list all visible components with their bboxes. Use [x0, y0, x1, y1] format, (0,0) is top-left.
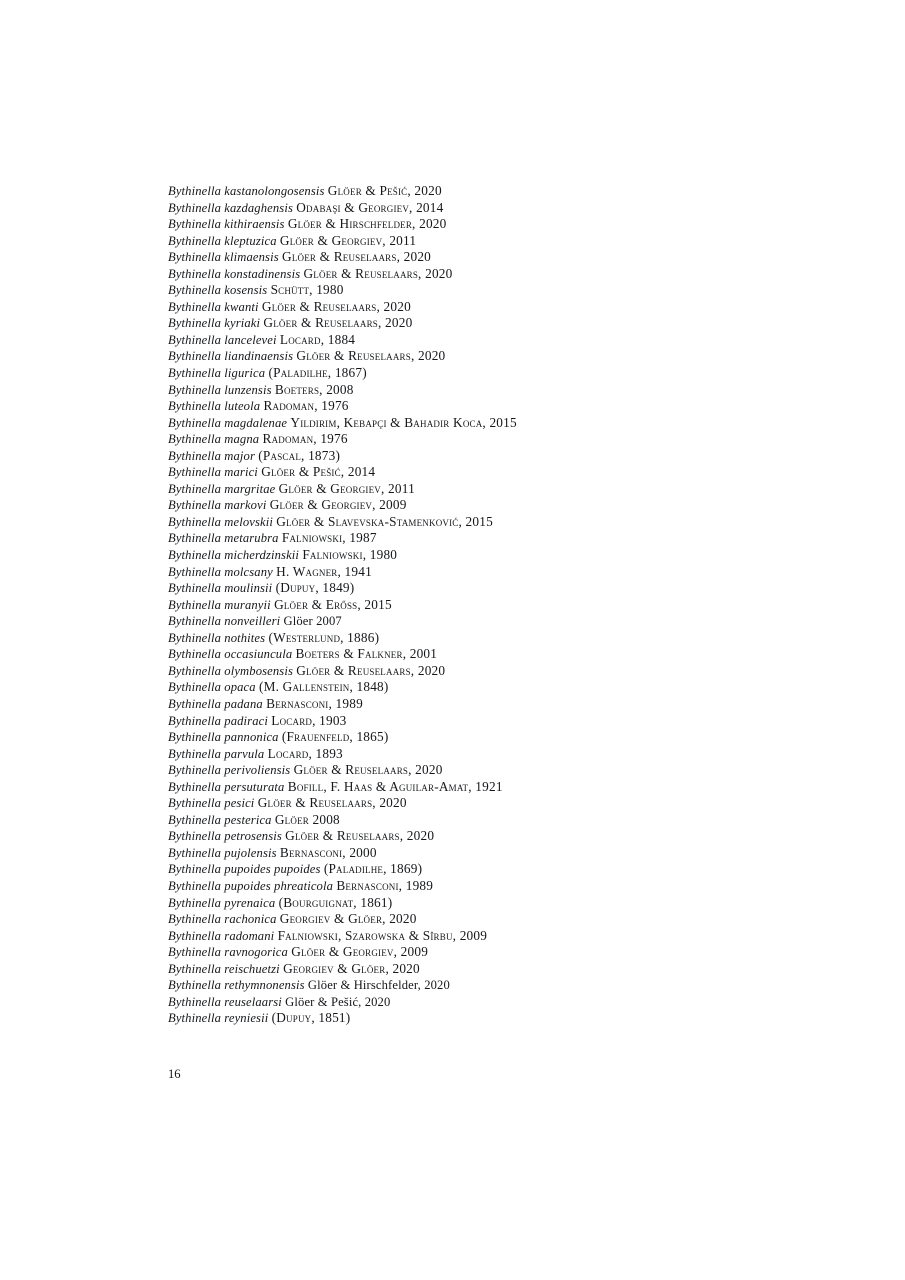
species-authority: Glöer & Georgiev, 2011 — [279, 232, 417, 248]
species-name: Bythinella parvula — [168, 746, 265, 761]
species-authority: (Paladilhe, 1867) — [268, 365, 367, 381]
species-name: Bythinella konstadinensis — [168, 266, 301, 281]
species-name: Bythinella moulinsii — [168, 581, 273, 596]
species-name: Bythinella reyniesii — [168, 1011, 269, 1026]
species-name: Bythinella margritae — [168, 481, 276, 496]
species-authority: Bofill, F. Haas & Aguilar-Amat, 1921 — [287, 778, 503, 794]
species-entry — [168, 382, 828, 399]
species-authority: H. Wagner, 1941 — [276, 563, 372, 579]
species-name: Bythinella micherdzinskii — [168, 548, 300, 563]
species-authority: (Westerlund, 1886) — [268, 629, 380, 645]
species-entry — [168, 233, 828, 250]
species-authority: Glöer & Georgiev, 2011 — [278, 480, 415, 496]
species-entry — [168, 928, 828, 945]
species-entry — [168, 828, 828, 845]
species-entry — [168, 1010, 828, 1027]
species-entry — [168, 729, 828, 746]
species-authority: Glöer & Reuselaars, 2020 — [303, 265, 453, 281]
species-authority: (Dupuy, 1851) — [271, 1010, 351, 1026]
species-name: Bythinella kithiraensis — [168, 217, 285, 232]
species-authority: Locard, 1903 — [271, 712, 347, 728]
species-authority: Glöer & Georgiev, 2009 — [269, 497, 407, 513]
species-name: Bythinella pannonica — [168, 730, 279, 745]
species-name: Bythinella pesici — [168, 796, 255, 811]
species-name: Bythinella melovskii — [168, 514, 273, 529]
species-name: Bythinella kwanti — [168, 299, 259, 314]
species-authority: Glöer & Reuselaars, 2020 — [261, 298, 411, 314]
species-authority: Glöer & Reuselaars, 2020 — [285, 828, 435, 844]
species-name: Bythinella pujolensis — [168, 845, 277, 860]
species-name: Bythinella kleptuzica — [168, 233, 277, 248]
species-authority: Glöer & Reuselaars, 2020 — [296, 662, 446, 678]
species-entry — [168, 795, 828, 812]
species-authority: Glöer 2008 — [274, 811, 340, 827]
species-authority: Glöer & Hirschfelder, 2020 — [287, 216, 447, 232]
species-entry — [168, 266, 828, 283]
species-name: Bythinella pyrenaica — [168, 895, 276, 910]
species-name: Bythinella radomani — [168, 928, 275, 943]
species-name: Bythinella pupoides pupoides — [168, 862, 321, 877]
species-entry — [168, 630, 828, 647]
species-authority: (Dupuy, 1849) — [275, 580, 355, 596]
species-entry — [168, 977, 828, 994]
species-name: Bythinella nonveilleri — [168, 614, 281, 629]
species-authority: Locard, 1893 — [267, 745, 343, 761]
species-name: Bythinella opaca — [168, 680, 256, 695]
species-entry — [168, 200, 828, 217]
species-name: Bythinella perivoliensis — [168, 763, 291, 778]
species-authority: Glöer & Pešić, 2020 — [327, 183, 442, 198]
species-name: Bythinella marici — [168, 465, 258, 480]
species-name: Bythinella markovi — [168, 498, 267, 513]
species-authority: Bernasconi, 1989 — [336, 877, 434, 893]
species-name: Bythinella reischuetzi — [168, 961, 280, 976]
species-authority: Schütt, 1980 — [270, 282, 344, 298]
species-authority: Glöer & Reuselaars, 2020 — [293, 762, 443, 778]
species-authority: (M. Gallenstein, 1848) — [258, 679, 389, 695]
species-authority: Yildirim, Kebapçı & Bahadir Koca, 2015 — [290, 414, 517, 430]
species-authority: Falniowski, 1987 — [281, 530, 377, 546]
species-entry — [168, 497, 828, 514]
species-name: Bythinella pupoides phreaticola — [168, 878, 334, 893]
species-entry — [168, 911, 828, 928]
species-entry — [168, 282, 828, 299]
species-name: Bythinella ravnogorica — [168, 945, 288, 960]
species-authority: Georgiev & Glöer, 2020 — [283, 960, 420, 976]
species-name: Bythinella metarubra — [168, 531, 279, 546]
species-authority: Radoman, 1976 — [262, 431, 348, 447]
species-authority: Glöer & Reuselaars, 2020 — [296, 348, 446, 364]
species-entry — [168, 415, 828, 432]
species-name: Bythinella lunzensis — [168, 382, 272, 397]
species-entry — [168, 564, 828, 581]
species-authority: Locard, 1884 — [279, 331, 356, 347]
species-authority: Glöer & Slavevska-Stamenković, 2015 — [276, 513, 493, 529]
species-authority: Glöer & Georgiev, 2009 — [291, 944, 429, 960]
species-entry — [168, 183, 828, 200]
species-entry — [168, 878, 828, 895]
species-entry — [168, 514, 828, 531]
species-name: Bythinella ligurica — [168, 366, 266, 381]
species-name: Bythinella rethymnonensis — [168, 978, 305, 993]
species-name: Bythinella petrosensis — [168, 829, 282, 844]
species-name: Bythinella muranyii — [168, 597, 271, 612]
species-name: Bythinella olymbosensis — [168, 663, 293, 678]
species-entry — [168, 861, 828, 878]
species-name: Bythinella magdalenae — [168, 415, 288, 430]
species-entry — [168, 547, 828, 564]
species-authority: Glöer & Pešić, 2020 — [285, 994, 391, 1009]
species-name: Bythinella nothites — [168, 630, 266, 645]
species-entry — [168, 961, 828, 978]
species-authority: Bernasconi, 1989 — [266, 695, 363, 711]
species-name: Bythinella padana — [168, 696, 263, 711]
species-entry — [168, 530, 828, 547]
species-authority: Glöer & Hirschfelder, 2020 — [307, 978, 450, 993]
species-authority: Boeters, 2008 — [274, 381, 354, 397]
species-authority: (Frauenfeld, 1865) — [281, 729, 389, 745]
species-entry — [168, 779, 828, 796]
species-authority: (Bourguignat, 1861) — [278, 894, 393, 910]
species-entry — [168, 299, 828, 316]
species-authority: Glöer & Erőss, 2015 — [274, 596, 392, 612]
species-authority: (Pascal, 1873) — [258, 447, 341, 463]
species-name: Bythinella magna — [168, 432, 260, 447]
species-entry — [168, 464, 828, 481]
species-entry — [168, 580, 828, 597]
species-authority: Falniowski, 1980 — [302, 547, 398, 563]
species-authority: Georgiev & Glöer, 2020 — [279, 911, 417, 927]
species-entry — [168, 746, 828, 763]
species-entry — [168, 812, 828, 829]
species-entry — [168, 696, 828, 713]
species-entry — [168, 994, 828, 1011]
species-entry — [168, 216, 828, 233]
species-entry — [168, 398, 828, 415]
species-authority: Glöer 2007 — [283, 614, 342, 629]
species-authority: Falniowski, Szarowska & Sîrbu, 2009 — [277, 927, 488, 943]
species-entry — [168, 679, 828, 696]
species-entry — [168, 315, 828, 332]
species-name: Bythinella kosensis — [168, 283, 268, 298]
species-entry — [168, 845, 828, 862]
species-entry — [168, 646, 828, 663]
species-name: Bythinella pesterica — [168, 812, 272, 827]
species-name: Bythinella occasiuncula — [168, 647, 293, 662]
species-entry — [168, 348, 828, 365]
species-entry — [168, 895, 828, 912]
species-name: Bythinella kyriaki — [168, 316, 261, 331]
species-entry — [168, 944, 828, 961]
species-entry — [168, 332, 828, 349]
species-name: Bythinella luteola — [168, 399, 261, 414]
species-name: Bythinella reuselaarsi — [168, 994, 282, 1009]
species-entry — [168, 431, 828, 448]
species-authority: Glöer & Pešić, 2014 — [261, 464, 376, 480]
species-entry — [168, 613, 828, 630]
species-name: Bythinella major — [168, 448, 256, 463]
species-entry — [168, 249, 828, 266]
page-number: 16 — [168, 1067, 181, 1081]
species-authority: Glöer & Reuselaars, 2020 — [263, 315, 413, 331]
species-name: Bythinella liandinaensis — [168, 349, 294, 364]
species-name: Bythinella molcsany — [168, 564, 273, 579]
species-authority: (Paladilhe, 1869) — [323, 861, 423, 877]
species-entry — [168, 597, 828, 614]
species-entry — [168, 448, 828, 465]
species-name: Bythinella klimaensis — [168, 250, 279, 265]
species-name: Bythinella rachonica — [168, 912, 277, 927]
species-authority: Glöer & Reuselaars, 2020 — [257, 795, 407, 811]
species-entry — [168, 481, 828, 498]
species-authority: Bernasconi, 2000 — [279, 844, 377, 860]
species-authority: Radoman, 1976 — [263, 398, 349, 414]
species-name: Bythinella kazdaghensis — [168, 200, 293, 215]
species-name: Bythinella padiraci — [168, 713, 268, 728]
species-entry — [168, 762, 828, 779]
species-authority: Odabaşı & Georgiev, 2014 — [296, 199, 444, 215]
species-name: Bythinella persuturata — [168, 779, 285, 794]
species-authority: Glöer & Reuselaars, 2020 — [282, 249, 432, 265]
species-name: Bythinella kastanolongosensis — [168, 184, 325, 198]
species-entry — [168, 663, 828, 680]
species-authority: Boeters & Falkner, 2001 — [295, 646, 438, 662]
species-entry — [168, 713, 828, 730]
species-checklist — [168, 183, 828, 1027]
species-entry — [168, 365, 828, 382]
species-name: Bythinella lancelevei — [168, 332, 277, 347]
